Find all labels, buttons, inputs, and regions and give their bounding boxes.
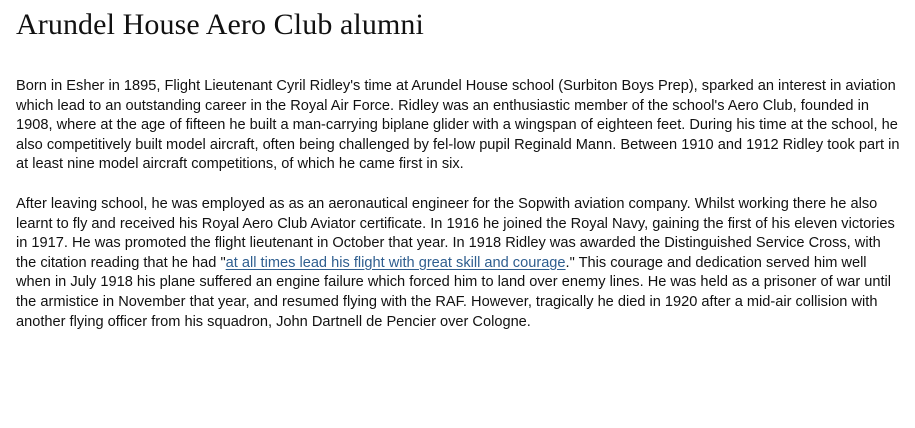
citation-quote-link[interactable]: at all times lead his flight with great skill and courage (225, 254, 566, 271)
paragraph-career-text-after: ." This courage and dedication served him well when in July 1918 his plane suffered an engine failure which forced him to land over enemy lines. He was held as a prisoner of war until the armistice in November that year, and resumed flying with the RAF. However, tragically he died in 1920 after a mid-air collision with another flying officer from his squadron, John Dartnell de Pencier over Cologne. (16, 254, 892, 330)
paragraph-career-text-before: After leaving school, he was employed as as an aeronautical engineer for the Sopwith aviation company. Whilst working there he also learnt to fly and received his Royal Aero Club Aviator certificate. In 1916 he joined the Royal Navy, gaining the first of his eleven victories in 1917. He was promoted the flight lieutenant in October that year. In 1918 Ridley was awarded the Distinguished Service Cross, with the citation reading that he had " (16, 195, 895, 271)
paragraph-early-life: Born in Esher in 1895, Flight Lieutenant Cyril Ridley's time at Arundel House school (Surbiton Boys Prep), sparked an interest in aviation which lead to an outstanding career in the Royal Air Force. Ridley was an enthusiastic member of the school's Aero Club, founded in 1908, where at the age of fifteen he built a man-carrying biplane glider with a wingspan of eighteen feet. During his time at the school, he also competitively built model aircraft, often being challenged by fel-low pupil Reginald Mann. Between 1910 and 1912 Ridley took part in at least nine model aircraft competitions, of which he came first in six. (16, 78, 900, 173)
paragraph-career (16, 195, 901, 332)
page-title: Arundel House Aero Club alumni (16, 8, 424, 41)
